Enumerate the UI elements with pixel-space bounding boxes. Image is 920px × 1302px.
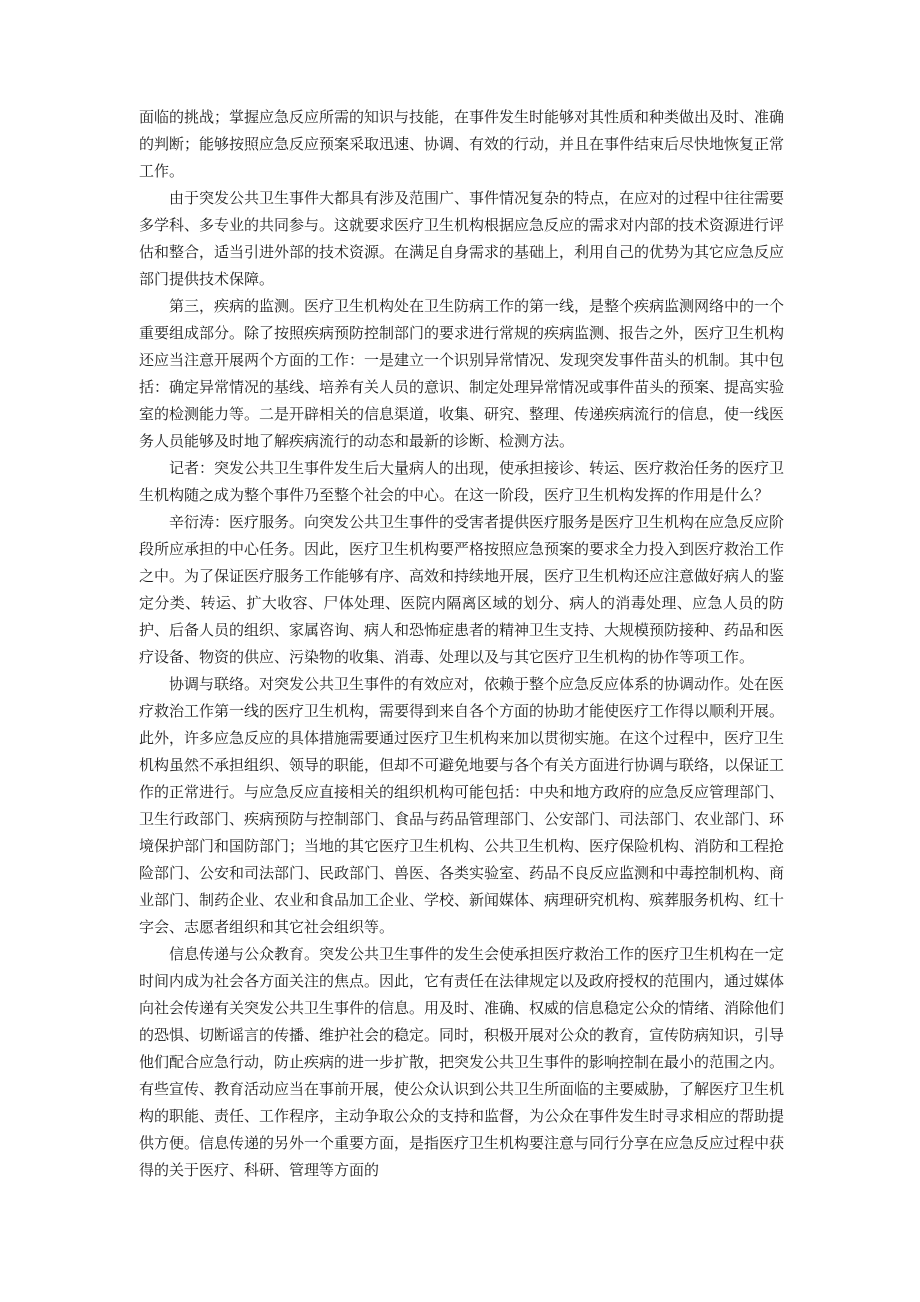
paragraph-public-education: 信息传递与公众教育。突发公共卫生事件的发生会使承担医疗救治工作的医疗卫生机构在一定时间内成为社会各方面关注的焦点。因此，它有责任在法律规定以及政府授权的范围内，通过媒体向社会传递有关突发公共卫生事件的信息。用及时、准确、权威的信息稳定公众的情绪、消除他们的恐惧、切断谣言的传播、维护社会的稳定。同时，积极开展对公众的教育，宣传防病知识，引导他们配合应急行动，防止疾病的进一步扩散，把突发公共卫生事件的影响控制在最小的范围之内。有些宣传、教育活动应当在事前开展，使公众认识到公共卫生所面临的主要威胁，了解医疗卫生机构的职能、责任、工作程序，主动争取公众的支持和监督，为公众在事件发生时寻求相应的帮助提供方便。信息传递的另外一个重要方面，是指医疗卫生机构要注意与同行分享在应急反应过程中获得的关于医疗、科研、管理等方面的 xyxy=(139,945,785,1179)
document-body xyxy=(139,104,784,1184)
paragraph-medical-service: 辛衍涛：医疗服务。向突发公共卫生事件的受害者提供医疗服务是医疗卫生机构在应急反应阶段所应承担的中心任务。因此，医疗卫生机构要严格按照应急预案的要求全力投入到医疗救治工作之中。为了保证医疗服务工作能够有序、高效和持续地开展，医疗卫生机构还应注意做好病人的鉴定分类、转运、扩大收容、尸体处理、医院内隔离区域的划分、病人的消毒处理、应急人员的防护、后备人员的组织、家属咨询、病人和恐怖症患者的精神卫生支持、大规模预防接种、药品和医疗设备、物资的供应、污染物的收集、消毒、处理以及与其它医疗卫生机构的协作等项工作。 xyxy=(139,513,785,666)
paragraph-continuation: 面临的挑战；掌握应急反应所需的知识与技能，在事件发生时能够对其性质和种类做出及时、准确的判断；能够按照应急反应预案采取迅速、协调、有效的行动，并且在事件结束后尽快地恢复正常工作。 xyxy=(139,108,785,180)
paragraph-coordination: 协调与联络。对突发公共卫生事件的有效应对，依赖于整个应急反应体系的协调动作。处在医疗救治工作第一线的医疗卫生机构，需要得到来自各个方面的协助才能使医疗工作得以顺利开展。此外，许多应急反应的具体措施需要通过医疗卫生机构来加以贯彻实施。在这个过程中，医疗卫生机构虽然不承担组织、领导的职能，但却不可避免地要与各个有关方面进行协调与联络，以保证工作的正常进行。与应急反应直接相关的组织机构可能包括：中央和地方政府的应急反应管理部门、卫生行政部门、疾病预防与控制部门、食品与药品管理部门、公安部门、司法部门、农业部门、环境保护部门和国防部门；当地的其它医疗卫生机构、公共卫生机构、医疗保险机构、消防和工程抢险部门、公安和司法部门、民政部门、兽医、各类实验室、药品不良反应监测和中毒控制机构、商业部门、制药企业、农业和食品加工企业、学校、新闻媒体、病理研究机构、殡葬服务机构、红十字会、志愿者组织和其它社会组织等。 xyxy=(139,675,785,936)
paragraph-disease-monitoring: 第三，疾病的监测。医疗卫生机构处在卫生防病工作的第一线，是整个疾病监测网络中的一个重要组成部分。除了按照疾病预防控制部门的要求进行常规的疾病监测、报告之外，医疗卫生机构还应当注意开展两个方面的工作：一是建立一个识别异常情况、发现突发事件苗头的机制。其中包括：确定异常情况的基线、培养有关人员的意识、制定处理异常情况或事件苗头的预案、提高实验室的检测能力等。二是开辟相关的信息渠道，收集、研究、整理、传递疾病流行的信息，使一线医务人员能够及时地了解疾病流行的动态和最新的诊断、检测方法。 xyxy=(139,297,785,450)
paragraph-technical-support: 由于突发公共卫生事件大都具有涉及范围广、事件情况复杂的特点，在应对的过程中往往需要多学科、多专业的共同参与。这就要求医疗卫生机构根据应急反应的需求对内部的技术资源进行评估和整合，适当引进外部的技术资源。在满足自身需求的基础上，利用自己的优势为其它应急反应部门提供技术保障。 xyxy=(139,189,785,288)
paragraph-reporter-question: 记者：突发公共卫生事件发生后大量病人的出现，使承担接诊、转运、医疗救治任务的医疗卫生机构随之成为整个事件乃至整个社会的中心。在这一阶段，医疗卫生机构发挥的作用是什么？ xyxy=(139,459,785,504)
